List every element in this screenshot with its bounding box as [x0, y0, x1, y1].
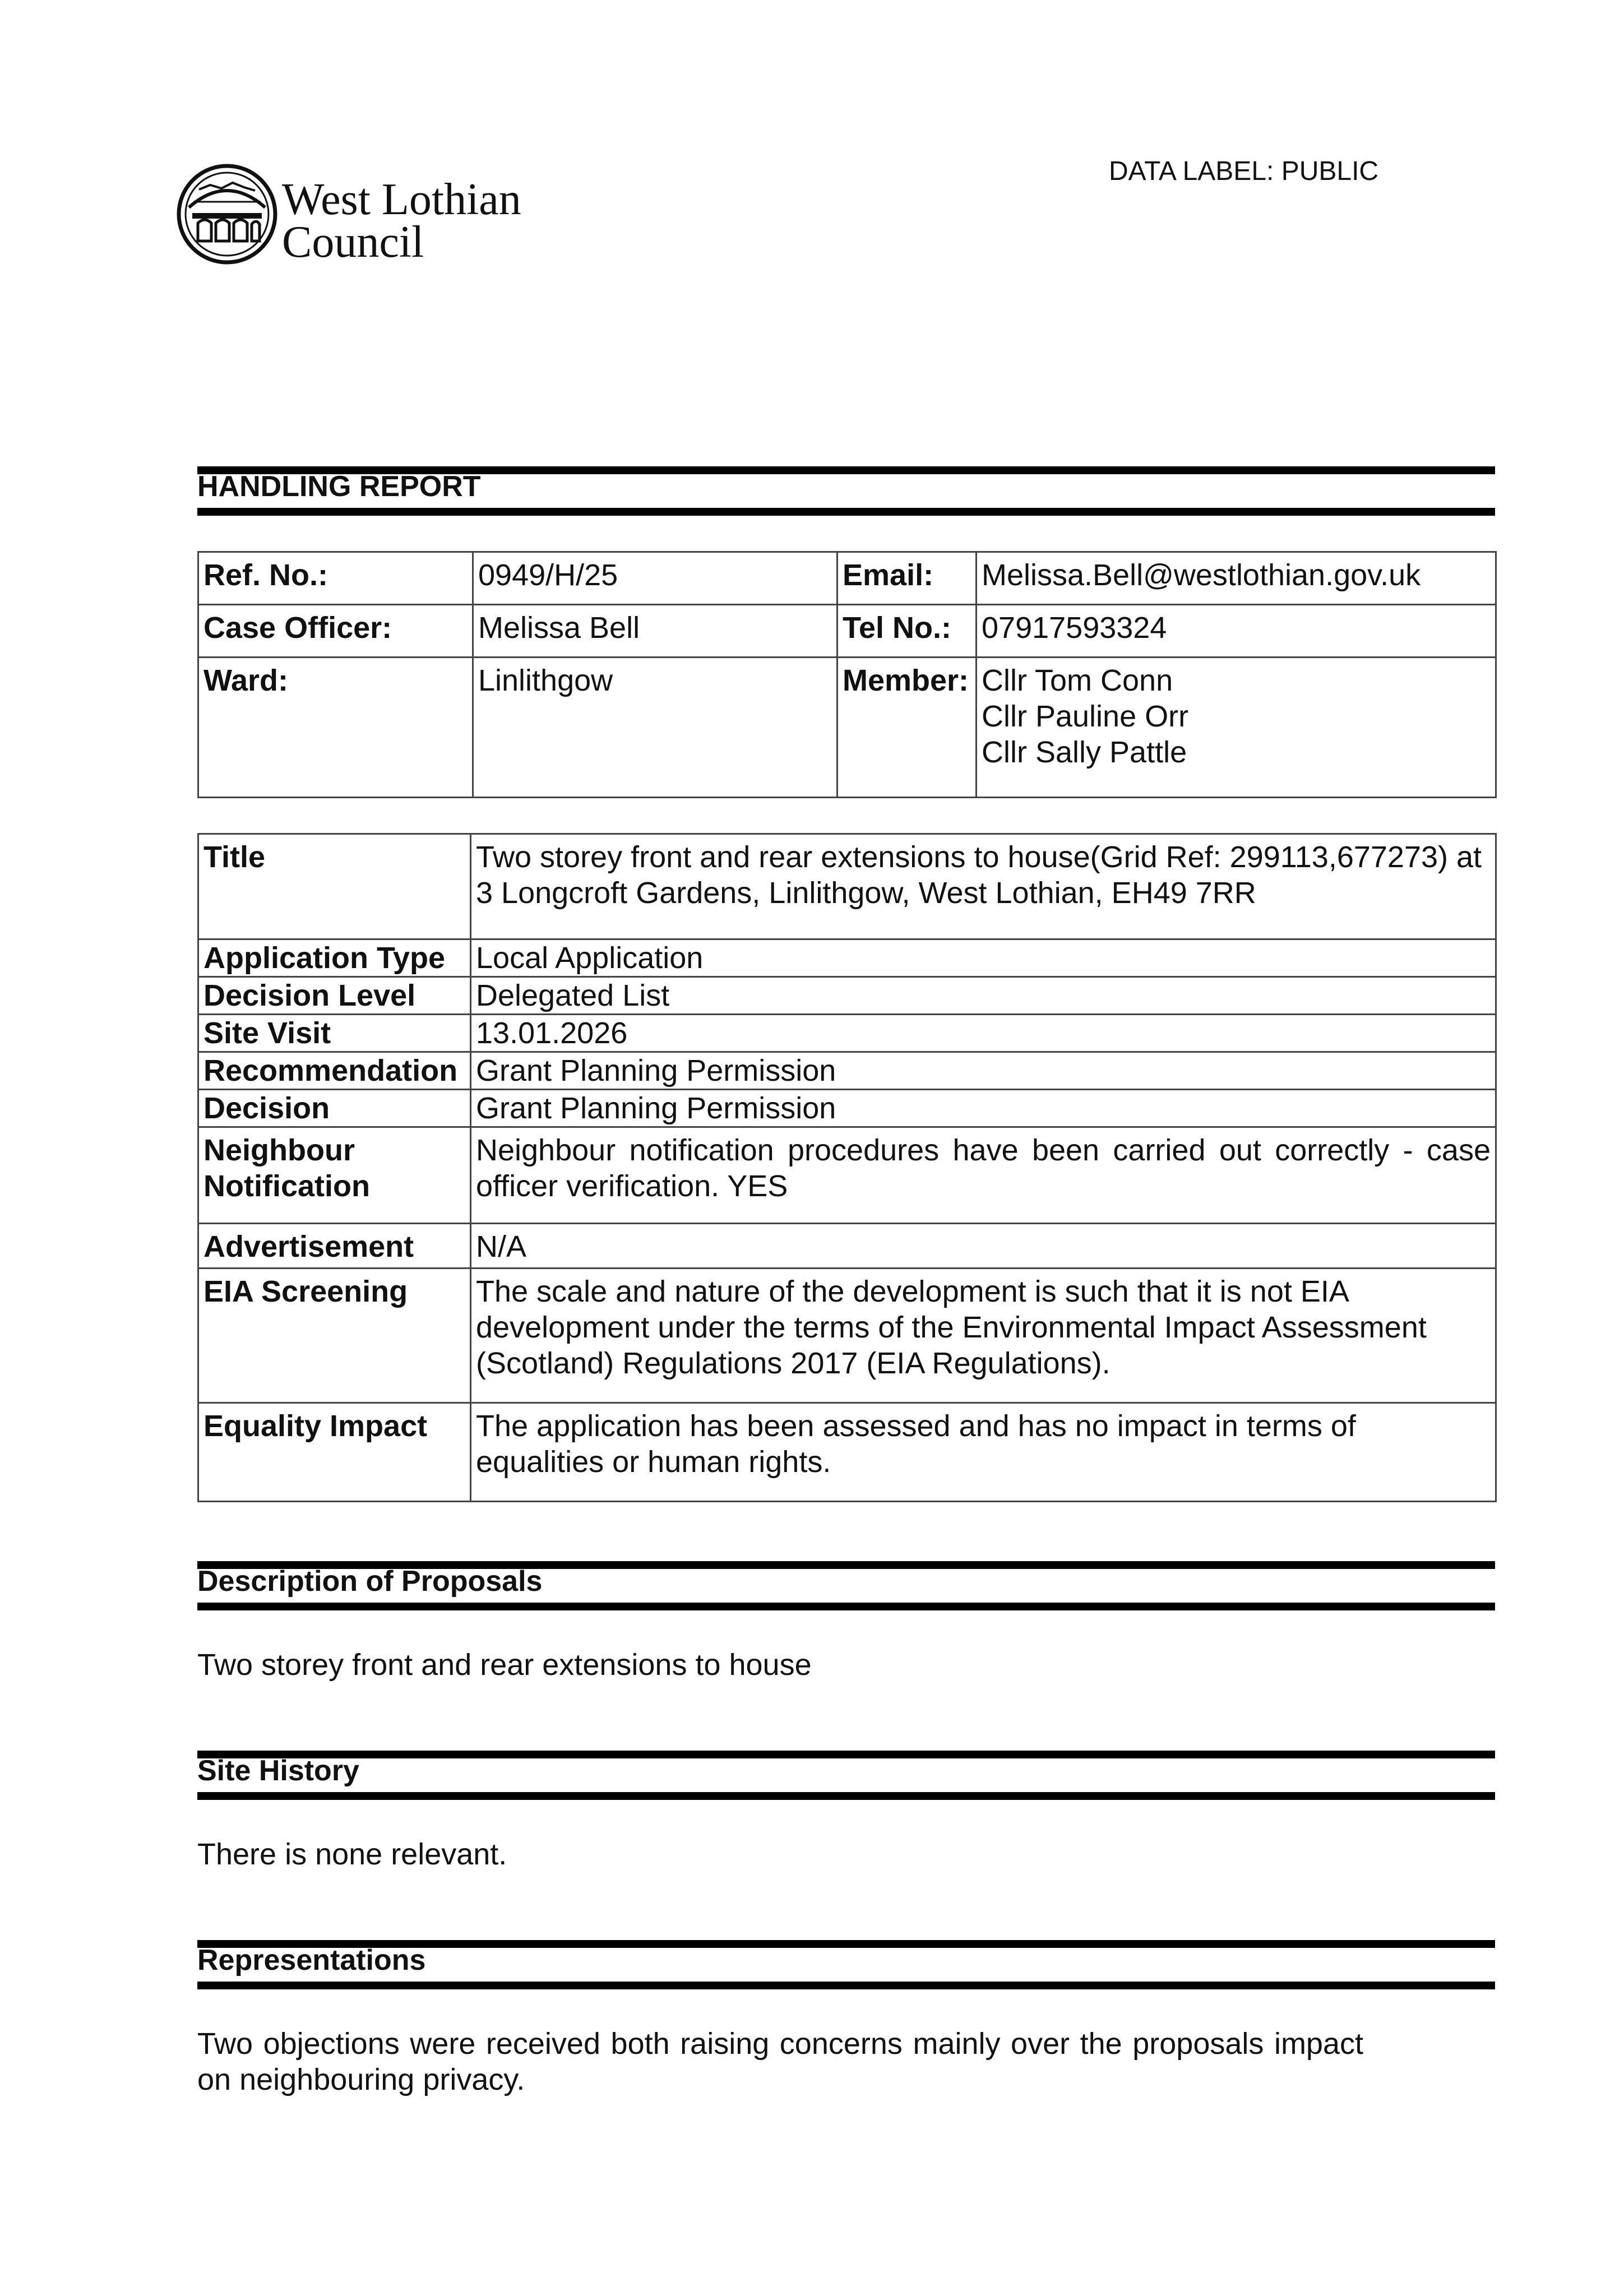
table-row — [198, 1224, 1496, 1269]
ward-label: Ward: — [198, 658, 473, 798]
email-value: Melissa.Bell@westlothian.gov.uk — [977, 552, 1496, 605]
representations-line: on neighbouring privacy. — [197, 2063, 525, 2096]
table-row — [198, 1090, 1496, 1127]
ref-label: Ref. No.: — [198, 552, 473, 605]
title-value: Two storey front and rear extensions to house(Grid Ref: 299113,677273) at 3 Longcroft Gardens, Linlithgow, West Lothian, EH49 7RR — [471, 834, 1496, 939]
handling-report-heading: HANDLING REPORT — [197, 470, 481, 503]
table-row — [198, 1403, 1496, 1502]
member-item: Cllr Sally Pattle — [982, 735, 1187, 769]
logo-text-line1: West Lothian — [282, 175, 521, 224]
description-heading: Description of Proposals — [197, 1565, 543, 1598]
site-history-heading: Site History — [197, 1755, 359, 1787]
case-officer-label: Case Officer: — [198, 605, 473, 658]
eia-screening-value: The scale and nature of the development is such that it is not EIA development under the terms of the Environmental Impact Assessment (Scotland) Regulations 2017 (EIA Regulations). — [471, 1269, 1496, 1403]
tel-label: Tel No.: — [838, 605, 977, 658]
application-type-label: Application Type — [198, 939, 471, 977]
description-text: Two storey front and rear extensions to house — [197, 1648, 812, 1682]
site-visit-value: 13.01.2026 — [471, 1015, 1496, 1052]
recommendation-value: Grant Planning Permission — [471, 1052, 1496, 1090]
decision-value: Grant Planning Permission — [471, 1090, 1496, 1127]
table-row — [198, 1052, 1496, 1090]
table-row — [198, 1269, 1496, 1403]
details-table — [197, 833, 1497, 1502]
logo-text-line2: Council — [282, 217, 424, 267]
member-item: Cllr Pauline Orr — [982, 700, 1189, 733]
recommendation-label: Recommendation — [198, 1052, 471, 1090]
email-label: Email: — [838, 552, 977, 605]
council-logo — [177, 163, 558, 269]
ref-value: 0949/H/25 — [473, 552, 838, 605]
site-history-text: There is none relevant. — [197, 1837, 507, 1871]
eia-screening-label: EIA Screening — [198, 1269, 471, 1403]
neighbour-notification-value: Neighbour notification procedures have been carried out correctly - case officer verification. YES — [471, 1127, 1496, 1224]
advertisement-label: Advertisement — [198, 1224, 471, 1269]
table-row — [198, 939, 1496, 977]
equality-impact-label: Equality Impact — [198, 1403, 471, 1502]
table-row — [198, 605, 1496, 658]
table-row — [198, 552, 1496, 605]
case-officer-value: Melissa Bell — [473, 605, 838, 658]
decision-level-value: Delegated List — [471, 977, 1496, 1015]
table-row — [198, 658, 1496, 798]
tel-value: 07917593324 — [977, 605, 1496, 658]
member-item: Cllr Tom Conn — [982, 664, 1173, 697]
application-type-value: Local Application — [471, 939, 1496, 977]
table-row — [198, 1015, 1496, 1052]
title-label: Title — [198, 834, 471, 939]
representations-heading: Representations — [197, 1944, 426, 1976]
table-row — [198, 1127, 1496, 1224]
representations-heading-bar — [197, 1940, 1495, 1989]
table-row — [198, 834, 1496, 939]
contact-table — [197, 551, 1497, 798]
member-label: Member: — [838, 658, 977, 798]
advertisement-value: N/A — [471, 1224, 1496, 1269]
representations-line: Two objections were received both raising concerns mainly over the proposals impact — [197, 2027, 1363, 2061]
member-list — [977, 658, 1496, 798]
site-history-heading-bar — [197, 1751, 1495, 1800]
data-label: DATA LABEL: PUBLIC — [1109, 156, 1379, 186]
handling-report-heading-bar — [197, 466, 1495, 516]
neighbour-label-line: Neighbour — [203, 1133, 355, 1167]
decision-level-label: Decision Level — [198, 977, 471, 1015]
ward-value: Linlithgow — [473, 658, 838, 798]
table-row — [198, 977, 1496, 1015]
decision-label: Decision — [198, 1090, 471, 1127]
council-crest-icon — [177, 163, 558, 269]
representations-text — [197, 2026, 1363, 2098]
neighbour-notification-label — [198, 1127, 471, 1224]
equality-impact-value: The application has been assessed and has no impact in terms of equalities or human rights. — [471, 1403, 1496, 1502]
description-heading-bar — [197, 1561, 1495, 1610]
neighbour-label-line: Notification — [203, 1169, 370, 1203]
site-visit-label: Site Visit — [198, 1015, 471, 1052]
